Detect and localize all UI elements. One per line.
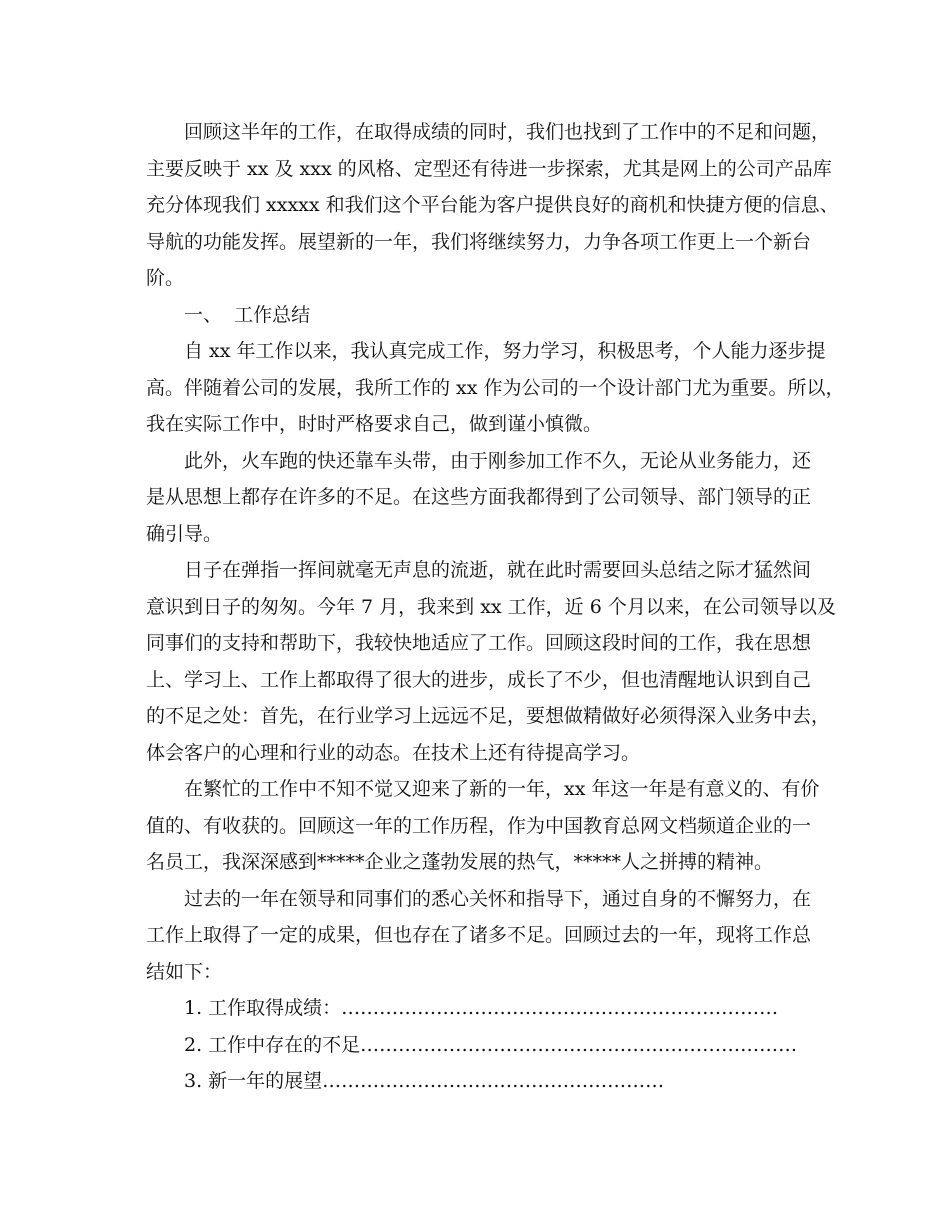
text-line: 是从思想上都存在许多的不足。在这些方面我都得到了公司领导、部门领导的正 — [146, 486, 812, 508]
summary-outline — [146, 990, 810, 1100]
text-line: 体会客户的心理和行业的动态。在技术上还有待提高学习。 — [146, 741, 641, 764]
text-line: 确引导。 — [146, 522, 223, 545]
text-line: 回顾这半年的工作，在取得成绩的同时，我们也找到了工作中的不足和问题， — [184, 121, 831, 143]
text-line: 上、学习上、工作上都取得了很大的进步，成长了不少，但也清醒地认识到自己 — [146, 668, 812, 691]
text-line: 结如下： — [146, 960, 223, 983]
paragraph-besides — [146, 443, 810, 553]
text-line: 值的、有收获的。回顾这一年的工作历程，作为中国教育总网文档频道企业的一 — [146, 814, 812, 837]
outline-item: 3. 新一年的展望……………………………………………… — [184, 1070, 665, 1092]
text-line: 意识到日子的匆匆。今年 7 月，我来到 xx 工作，近 6 个月以来，在公司领导以及 — [146, 595, 836, 618]
text-line: 阶。 — [146, 267, 185, 289]
section-heading: 一、 工作总结 — [184, 303, 311, 326]
paragraph-days-pass — [146, 552, 836, 771]
text-line: 充分体现我们 xxxxx 和我们这个平台能为客户提供良好的商机和快捷方便的信息、 — [146, 194, 839, 216]
text-line: 自 xx 年工作以来，我认真完成工作，努力学习，积极思考，个人能力逐步提 — [184, 340, 826, 362]
text-line: 我在实际工作中，时时严格要求自己，做到谨小慎微。 — [146, 413, 603, 435]
text-line: 日子在弹指一挥间就毫无声息的流逝，就在此时需要回头总结之际才猛然间 — [184, 559, 812, 581]
text-line: 在繁忙的工作中不知不觉又迎来了新的一年，xx 年这一年是有意义的、有价 — [184, 778, 820, 800]
paragraph-work-since — [146, 333, 845, 443]
document-page — [146, 114, 845, 1100]
text-line: 名员工，我深深感到*****企业之蓬勃发展的热气，*****人之拼搏的精神。 — [146, 851, 774, 873]
text-line: 高。伴随着公司的发展，我所工作的 xx 作为公司的一个设计部门尤为重要。所以， — [146, 376, 845, 399]
text-line: 导航的功能发挥。展望新的一年，我们将继续努力，力争各项工作更上一个新台 — [146, 230, 812, 253]
outline-item: 1. 工作取得成绩：…………………………………………………………… — [184, 997, 779, 1019]
text-line: 工作上取得了一定的成果，但也存在了诸多不足。回顾过去的一年，现将工作总 — [146, 924, 812, 946]
paragraph-new-year — [146, 771, 820, 881]
outline-item: 2. 工作中存在的不足…………………………………………………………… — [184, 1033, 798, 1056]
text-line: 过去的一年在领导和同事们的悉心关怀和指导下，通过自身的不懈努力，在 — [184, 887, 812, 910]
text-line: 的不足之处：首先，在行业学习上远远不足，要想做精做好必须得深入业务中去， — [146, 705, 831, 727]
paragraph-intro — [146, 114, 839, 297]
text-line: 主要反映于 xx 及 xxx 的风格、定型还有待进一步探索，尤其是网上的公司产品库 — [146, 157, 832, 180]
paragraph-past-year — [146, 881, 810, 991]
text-line: 此外，火车跑的快还靠车头带，由于刚参加工作不久，无论从业务能力，还 — [184, 449, 812, 472]
text-line: 同事们的支持和帮助下，我较快地适应了工作。回顾这段时间的工作，我在思想 — [146, 632, 812, 654]
